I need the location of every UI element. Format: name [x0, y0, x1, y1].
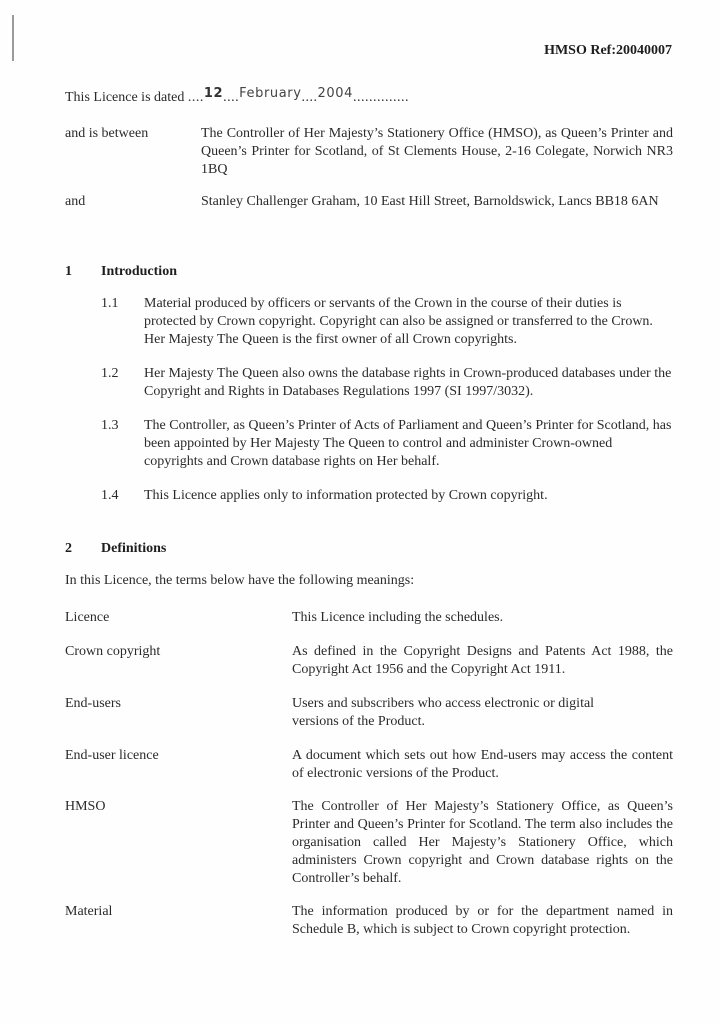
- party-label: and: [65, 194, 86, 209]
- party-licensee: [65, 193, 673, 211]
- section-heading-definitions: [65, 540, 166, 558]
- definition-row: [65, 609, 673, 627]
- party-licensor: [65, 125, 673, 179]
- section-number: 1: [65, 264, 72, 279]
- clause-number: 1.2: [101, 366, 119, 381]
- definitions-intro: In this Licence, the terms below have the following meanings:: [65, 573, 415, 588]
- hmso-reference: HMSO Ref:20040007: [544, 43, 672, 58]
- date-prefix: This Licence is dated: [65, 90, 185, 105]
- definition-meaning: The information produced by or for the department named in Schedule B, which is subject to Crown copyright protection.: [292, 904, 673, 937]
- handwritten-month: February: [239, 86, 302, 101]
- clause-text: Material produced by officers or servants of the Crown in the course of their duties is protected by Crown copyright. Copyright can also be assigned or transferred to the Crown. Her Majesty The Queen is the first owner of all Crown copyrights.: [144, 296, 653, 347]
- handwritten-year: 2004: [317, 86, 354, 101]
- clause-1-4: [101, 487, 673, 505]
- definition-meaning: Users and subscribers who access electronic or digital versions of the Product.: [292, 696, 595, 729]
- clause-text: Her Majesty The Queen also owns the database rights in Crown-produced databases under the Copyright and Rights in Databases Regulations 1997 (SI 1997/3032).: [144, 366, 672, 399]
- definition-row: [65, 695, 673, 731]
- definition-row: [65, 747, 673, 783]
- section-heading-introduction: [65, 263, 177, 281]
- clause-1-3: [101, 417, 673, 471]
- definition-term: Licence: [65, 610, 110, 625]
- section-title: Introduction: [101, 264, 177, 279]
- definition-meaning: As defined in the Copyright Designs and Patents Act 1988, the Copyright Act 1956 and the Copyright Act 1911.: [292, 644, 673, 677]
- clause-text: The Controller, as Queen’s Printer of Acts of Parliament and Queen’s Printer for Scotland, has been appointed by Her Majesty The Queen to control and administer Crown-owned copyrights and Crown database rights on Her behalf.: [144, 418, 672, 469]
- clause-number: 1.4: [101, 488, 119, 503]
- definition-term: Crown copyright: [65, 644, 161, 659]
- definition-row: [65, 903, 673, 939]
- definition-row: [65, 643, 673, 679]
- section-number: 2: [65, 541, 72, 556]
- definition-meaning: This Licence including the schedules.: [292, 610, 504, 625]
- party-label: and is between: [65, 126, 149, 141]
- definition-row: [65, 798, 673, 888]
- definition-meaning: A document which sets out how End-users may access the content of electronic versions of the Product.: [292, 748, 673, 781]
- clause-number: 1.3: [101, 418, 119, 433]
- definition-meaning: The Controller of Her Majesty’s Stationery Office, as Queen’s Printer and Queen’s Printer for Scotland. The term also includes the organisation called Her Majesty’s Stationery Office, which administers Crown copyright and Crown database rights on the Controller’s behalf.: [292, 799, 673, 886]
- party-details: The Controller of Her Majesty’s Stationery Office (HMSO), as Queen’s Printer and Queen’s Printer for Scotland, of St Clements House, 2-16 Colegate, Norwich NR3 1BQ: [201, 126, 673, 177]
- clause-number: 1.1: [101, 296, 119, 311]
- clause-1-2: [101, 365, 673, 401]
- definition-term: End-users: [65, 696, 121, 711]
- clause-text: This Licence applies only to information protected by Crown copyright.: [144, 488, 548, 503]
- clause-1-1: [101, 295, 673, 349]
- handwritten-day: 12: [203, 86, 224, 101]
- section-title: Definitions: [101, 541, 167, 556]
- scan-binding-mark: [12, 15, 14, 61]
- definition-term: End-user licence: [65, 748, 159, 763]
- definition-term: Material: [65, 904, 113, 919]
- definition-term: HMSO: [65, 799, 106, 814]
- party-details: Stanley Challenger Graham, 10 East Hill Street, Barnoldswick, Lancs BB18 6AN: [201, 194, 659, 209]
- licence-date-line: This Licence is dated ....12....February....2004..............: [65, 86, 410, 105]
